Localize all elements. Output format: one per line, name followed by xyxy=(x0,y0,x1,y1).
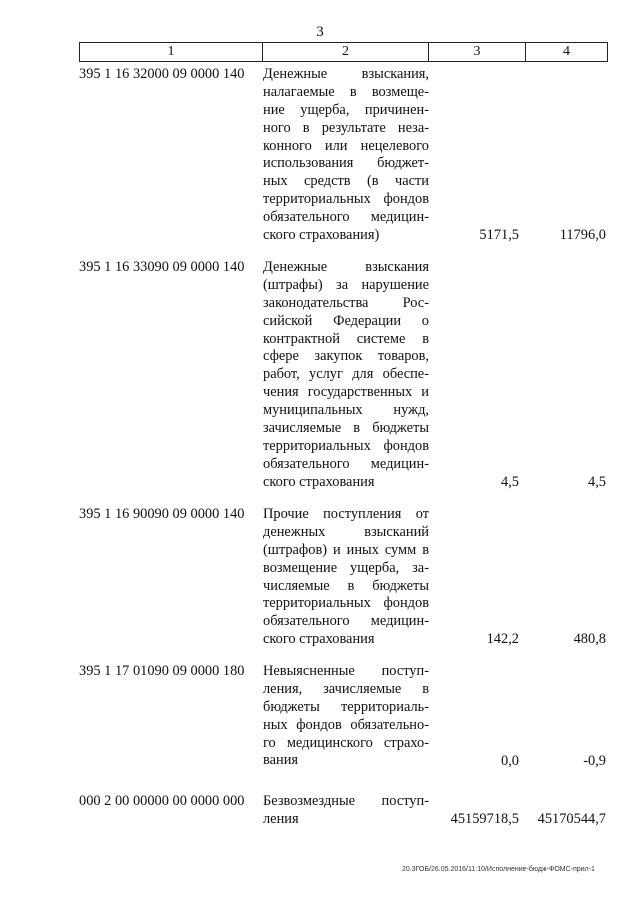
income-description xyxy=(263,506,429,649)
description-line: (штрафы) за нарушение xyxy=(263,276,429,293)
income-description xyxy=(263,66,429,245)
amount-column-3: 5171,5 xyxy=(479,227,519,244)
budget-code: 000 2 00 00000 00 0000 000 xyxy=(79,793,245,809)
budget-code: 395 1 16 90090 09 0000 140 xyxy=(79,506,245,522)
column-header-2: 2 xyxy=(263,43,429,61)
table-row xyxy=(79,259,606,492)
description-line: ского страхования xyxy=(263,631,375,648)
column-header-row xyxy=(79,42,608,62)
description-line: ления xyxy=(263,810,299,827)
description-line: территориальных фондов xyxy=(263,437,429,454)
description-line: налагаемые в возмеще- xyxy=(263,83,429,100)
description-line: Денежные взыскания xyxy=(263,259,429,275)
description-line: использования бюджет- xyxy=(263,155,429,172)
amount-column-4: -0,9 xyxy=(583,752,606,769)
budget-code: 395 1 16 32000 09 0000 140 xyxy=(79,66,245,82)
description-line: денежных взысканий xyxy=(263,523,429,540)
budget-code: 395 1 17 01090 09 0000 180 xyxy=(79,663,245,679)
description-line: сийской Федерации о xyxy=(263,312,429,329)
description-line: чения государственных и xyxy=(263,384,429,401)
description-line: ного в результате неза- xyxy=(263,119,429,136)
description-line: ние ущерба, причинен- xyxy=(263,101,429,118)
description-line: зачисляемые в бюджеты xyxy=(263,420,429,437)
income-description xyxy=(263,663,429,770)
amount-column-3: 142,2 xyxy=(486,631,519,648)
description-line: (штрафов) и иных сумм в xyxy=(263,541,429,558)
description-line: территориальных фондов xyxy=(263,595,429,612)
description-line: числяемые в бюджеты xyxy=(263,577,429,594)
table-row xyxy=(79,793,606,829)
table-row xyxy=(79,663,606,770)
description-line: обязательного медицин- xyxy=(263,613,429,630)
description-line: конного или нецелевого xyxy=(263,137,429,154)
description-line: Денежные взыскания, xyxy=(263,66,429,82)
page-number: 3 xyxy=(316,24,324,40)
description-line: обязательного медицин- xyxy=(263,455,429,472)
description-line: контрактной системе в xyxy=(263,330,429,347)
description-line: ского страхования xyxy=(263,473,375,490)
amount-column-4: 4,5 xyxy=(588,473,606,490)
amount-column-4: 11796,0 xyxy=(559,227,606,244)
description-line: го медицинского страхо- xyxy=(263,734,429,751)
description-line: Невыясненные поступ- xyxy=(263,663,429,679)
budget-code: 395 1 16 33090 09 0000 140 xyxy=(79,259,245,275)
description-line: ского страхования) xyxy=(263,227,380,244)
income-description xyxy=(263,259,429,492)
column-header-3: 3 xyxy=(429,43,526,61)
description-line: Безвозмездные поступ- xyxy=(263,793,429,809)
amount-column-3: 0,0 xyxy=(501,752,519,769)
description-line: бюджеты территориаль- xyxy=(263,698,429,715)
document-footer-stamp: 20.3ГОБ/26.05.2016/11:10/Исполнение-бюдж-ФОМС-прил-1 xyxy=(402,866,595,873)
table-row xyxy=(79,66,606,245)
description-line: ления, зачисляемые в xyxy=(263,680,429,697)
description-line: муниципальных нужд, xyxy=(263,402,429,419)
description-line: вания xyxy=(263,752,299,769)
description-line: Прочие поступления от xyxy=(263,506,429,522)
description-line: территориальных фондов xyxy=(263,191,429,208)
income-description xyxy=(263,793,429,829)
description-line: ных фондов обязательно- xyxy=(263,716,429,733)
column-header-4: 4 xyxy=(563,44,570,59)
description-line: возмещение ущерба, за- xyxy=(263,559,429,576)
description-line: законодательства Рос- xyxy=(263,294,429,311)
amount-column-3: 45159718,5 xyxy=(450,810,519,827)
amount-column-3: 4,5 xyxy=(501,473,519,490)
description-line: работ, услуг для обеспе- xyxy=(263,366,429,383)
column-header-1: 1 xyxy=(80,43,263,61)
description-line: ных средств (в части xyxy=(263,173,429,190)
amount-column-4: 45170544,7 xyxy=(537,810,606,827)
description-line: обязательного медицин- xyxy=(263,209,429,226)
amount-column-4: 480,8 xyxy=(573,631,606,648)
table-row xyxy=(79,506,606,649)
description-line: сфере закупок товаров, xyxy=(263,348,429,365)
